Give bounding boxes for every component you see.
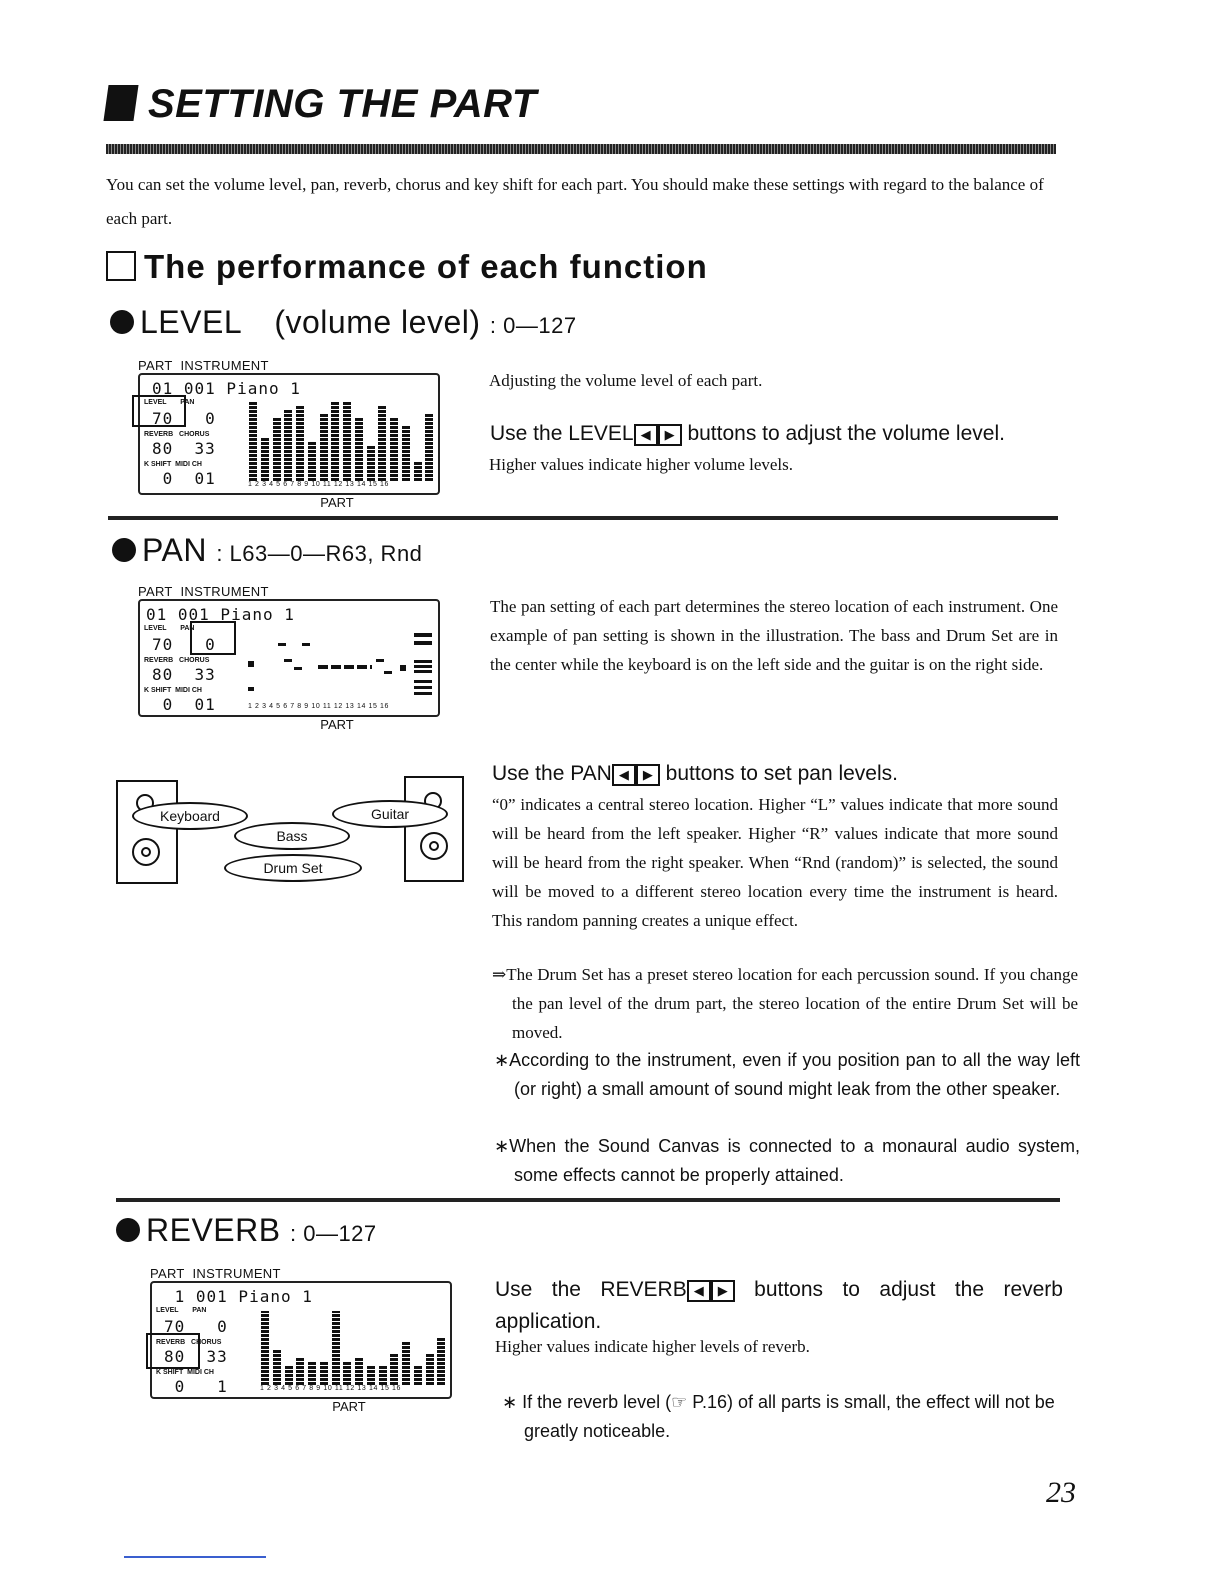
pan-instruction: Use the PAN ◀ ▶ buttons to set pan levels. (492, 762, 898, 785)
level-bar-graph (248, 401, 436, 481)
part-bar (402, 1342, 410, 1385)
lcd-part-label: PART (320, 495, 354, 510)
part-bar (331, 401, 339, 481)
level-description: Adjusting the volume level of each part. (489, 371, 763, 390)
part-bar (437, 1338, 445, 1385)
right-arrow-button-icon: ▶ (658, 424, 682, 446)
left-arrow-button-icon: ◀ (612, 764, 636, 786)
lcd-row-level-pan: 70 0 (152, 635, 216, 654)
lcd-row-keyshift-midich: 0 1 (164, 1377, 228, 1396)
part-bar (296, 405, 304, 481)
pan-description: The pan setting of each part determines the stereo location of each instrument. One example of pan setting is shown in the illustration. The bass and Drum Set are in the center while the keyboard is on the left side and the guitar is on the right side. (490, 597, 1058, 674)
square-box-icon (106, 251, 136, 281)
lcd-screen: 1 001 Piano 1 LEVEL PAN 70 0 REVERB CHORUS 80 33 K SHIFT MIDI CH 0 1 1 2 3 4 5 6 7 8 9 10 11 12 13 14 15 16 (150, 1281, 452, 1399)
part-bar (343, 1362, 351, 1385)
lcd-row-level-pan: 70 0 (164, 1317, 228, 1336)
lcd-row-level-pan: 70 0 (152, 409, 216, 428)
bullet-icon (112, 538, 136, 562)
part-number-row: 1 2 3 4 5 6 7 8 9 10 11 12 13 14 15 16 (248, 703, 389, 710)
pan-drum-note: ⇒The Drum Set has a preset stereo location for each percussion sound. If you change the pan level of the drum part, the stereo location of the entire Drum Set will be moved. (492, 965, 1078, 1042)
pan-instrument-note: ∗According to the instrument, even if you position pan to all the way left (or right) a small amount of sound might leak from the other speaker. (494, 1050, 1080, 1099)
part-bar (390, 1354, 398, 1385)
bullet-icon (116, 1218, 140, 1242)
reverb-instruction: Use the REVERB ◀ ▶ buttons to adjust the reverb application. (495, 1278, 1063, 1333)
lcd-row-instrument: 01 001 Piano 1 (146, 605, 295, 624)
part-bar (379, 1365, 387, 1385)
part-bar (296, 1358, 304, 1385)
left-arrow-button-icon: ◀ (634, 424, 658, 446)
part-bar (378, 405, 386, 481)
lcd-row-instrument: 1 001 Piano 1 (164, 1287, 313, 1306)
page-title (106, 82, 537, 127)
pan-mono-note: ∗When the Sound Canvas is connected to a monaural audio system, some effects cannot be properly attained. (494, 1136, 1080, 1185)
pan-heading: PAN : L63—0—R63, Rnd (112, 532, 422, 569)
reverb-lcd-panel (150, 1266, 452, 1414)
part-bar (355, 417, 363, 481)
part-bar (284, 409, 292, 481)
part-bar (367, 445, 375, 481)
lcd-header: PART INSTRUMENT (138, 584, 269, 599)
section-divider (116, 1198, 1060, 1202)
reverb-small-note: ∗ If the reverb level (☞ P.16) of all parts is small, the effect will not be greatly noticeable. (502, 1392, 1055, 1441)
part-bar (249, 401, 257, 481)
part-bar (343, 401, 351, 481)
part-bar (426, 1354, 434, 1385)
part-bar (425, 413, 433, 481)
part-number-row: 1 2 3 4 5 6 7 8 9 10 11 12 13 14 15 16 (248, 481, 389, 488)
right-arrow-button-icon: ▶ (636, 764, 660, 786)
drum-set-label: Drum Set (224, 854, 362, 882)
level-lcd-panel (138, 358, 440, 510)
part-bar (414, 1365, 422, 1385)
lcd-row-keyshift-midich: 0 01 (152, 695, 216, 714)
part-bar (390, 417, 398, 481)
bass-label: Bass (234, 822, 350, 850)
level-note: Higher values indicate higher volume levels. (489, 455, 794, 474)
title-block-icon (103, 85, 138, 121)
lcd-row-reverb-chorus: 80 33 (164, 1347, 228, 1366)
section-subheading: The performance of each function (106, 248, 708, 286)
pan-highlight-box (190, 621, 236, 655)
level-instruction: Use the LEVEL ◀ ▶ buttons to adjust the volume level. (490, 422, 1005, 445)
right-speaker-icon (404, 776, 464, 882)
part-bar (367, 1365, 375, 1385)
reverb-bar-graph (260, 1307, 448, 1385)
left-arrow-button-icon: ◀ (687, 1280, 711, 1302)
part-bar (402, 425, 410, 481)
bullet-icon (110, 310, 134, 334)
part-bar (355, 1358, 363, 1385)
pan-explanation: “0” indicates a central stereo location. Higher “L” values indicate that more sound will be heard from the left speaker. Higher “R” values indicate that more sound will be heard from the right speaker. When “Rnd (random)” is selected, the sound will be moved to a different stereo location every time the instrument is heard. This random panning creates a unique effect. (492, 795, 1058, 930)
right-arrow-button-icon: ▶ (711, 1280, 735, 1302)
reverb-highlight-box (146, 1333, 200, 1369)
page-number: 23 (1046, 1476, 1076, 1509)
pan-stereo-illustration (116, 776, 466, 886)
part-bar (273, 1350, 281, 1385)
intro-paragraph: You can set the volume level, pan, reverb, chorus and key shift for each part. You should make these settings with regard to the balance of each part. (106, 175, 1044, 228)
part-bar (320, 413, 328, 481)
part-bar (308, 441, 316, 481)
footer-link-line (124, 1556, 266, 1558)
lcd-row-keyshift-midich: 0 01 (152, 469, 216, 488)
pan-marker-graph (248, 629, 438, 699)
part-bar (308, 1362, 316, 1385)
title-rule (106, 144, 1056, 154)
level-heading: LEVEL (volume level) : 0—127 (110, 304, 577, 341)
section-divider (108, 516, 1058, 520)
lcd-part-label: PART (332, 1399, 366, 1414)
lcd-screen: 01 001 Piano 1 LEVEL PAN 70 0 REVERB CHORUS 80 33 K SHIFT MIDI CH 0 01 1 2 3 4 5 6 7 8 9 10 11 12 13 14 15 16 (138, 373, 440, 495)
left-speaker-icon (116, 780, 178, 884)
lcd-row-instrument: 01 001 Piano 1 (152, 379, 301, 398)
part-bar (285, 1365, 293, 1385)
title-text: SETTING THE PART (148, 82, 537, 126)
pan-lcd-panel (138, 584, 440, 732)
lcd-screen: 01 001 Piano 1 LEVEL PAN 70 0 REVERB CHORUS 80 33 K SHIFT MIDI CH 0 01 1 2 3 4 5 6 7 8 9 10 11 12 13 14 15 16 (138, 599, 440, 717)
guitar-label: Guitar (332, 800, 448, 828)
lcd-row-reverb-chorus: 80 33 (152, 665, 216, 684)
part-bar (261, 437, 269, 481)
lcd-header: PART INSTRUMENT (150, 1266, 281, 1281)
part-bar (273, 417, 281, 481)
lcd-header: PART INSTRUMENT (138, 358, 269, 373)
lcd-row-reverb-chorus: 80 33 (152, 439, 216, 458)
lcd-part-label: PART (320, 717, 354, 732)
part-bar (320, 1362, 328, 1385)
part-number-row: 1 2 3 4 5 6 7 8 9 10 11 12 13 14 15 16 (260, 1385, 401, 1392)
part-bar (332, 1311, 340, 1385)
level-highlight-box (132, 395, 186, 427)
reverb-note: Higher values indicate higher levels of reverb. (495, 1337, 810, 1356)
part-bar (414, 461, 422, 481)
part-bar (261, 1311, 269, 1385)
reverb-heading: REVERB : 0—127 (116, 1212, 377, 1249)
keyboard-label: Keyboard (132, 802, 248, 830)
